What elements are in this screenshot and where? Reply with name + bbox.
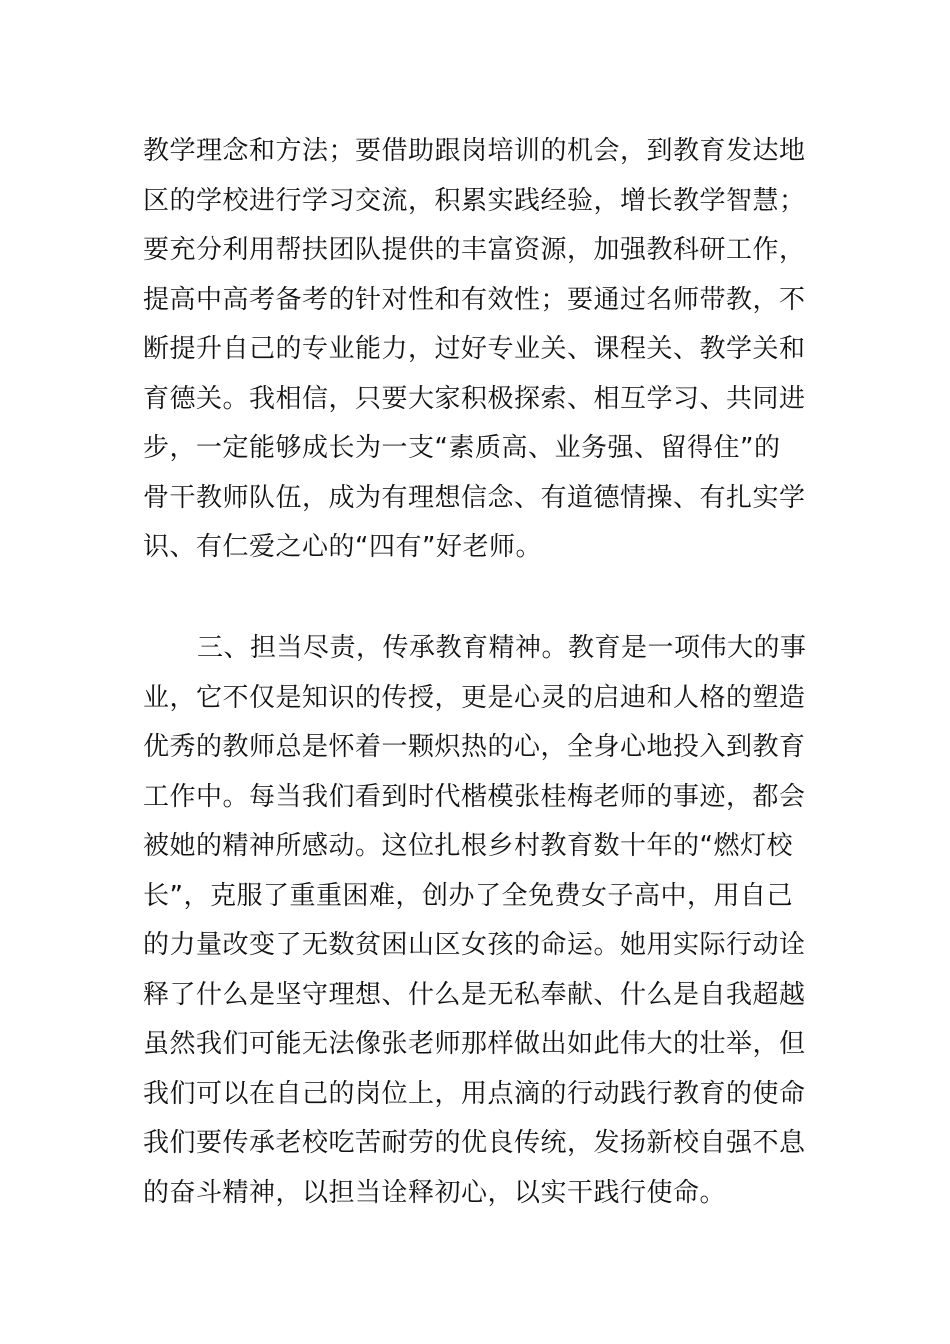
paragraph-line: 断提升自己的专业能力，过好专业关、课程关、教学关和 (143, 334, 806, 364)
paragraph-line: 识、有仁爱之心的“四有”好老师。 (143, 532, 542, 562)
paragraph-line: 我们要传承老校吃苦耐劳的优良传统，发扬新校自强不息 (143, 1128, 806, 1158)
paragraph-line: 的奋斗精神，以担当诠释初心，以实干践行使命。 (143, 1177, 727, 1208)
paragraph-2 (143, 624, 808, 1218)
paragraph-line: 的力量改变了无数贫困山区女孩的命运。她用实际行动诠 (143, 930, 806, 960)
paragraph-line: 区的学校进行学习交流，积累实践经验，增长教学智慧； (143, 185, 806, 216)
paragraph-line: 业，它不仅是知识的传授，更是心灵的启迪和人格的塑造 (143, 682, 806, 713)
paragraph-line: 提高中高考备考的针对性和有效性；要通过名师带教，不 (143, 284, 806, 315)
paragraph-line: 要充分利用帮扶团队提供的丰富资源，加强教科研工作， (143, 235, 806, 265)
paragraph-line: 虽然我们可能无法像张老师那样做出如此伟大的壮举，但 (143, 1029, 806, 1059)
paragraph-line: 三、担当尽责，传承教育精神。教育是一项伟大的事 (197, 633, 807, 663)
paragraph-line: 骨干教师队伍，成为有理想信念、有道德情操、有扎实学 (143, 482, 806, 513)
paragraph-1 (143, 127, 808, 573)
paragraph-line: 被她的精神所感动。这位扎根乡村教育数十年的“燃灯校 (143, 831, 793, 861)
paragraph-line: 优秀的教师总是怀着一颗炽热的心，全身心地投入到教育 (143, 732, 806, 762)
paragraph-line: 工作中。每当我们看到时代楷模张桂梅老师的事迹，都会 (143, 781, 806, 812)
paragraph-line: 教学理念和方法；要借助跟岗培训的机会，到教育发达地 (143, 136, 806, 166)
paragraph-line: 步，一定能够成长为一支“素质高、业务强、留得住”的 (143, 433, 781, 463)
paragraph-line: 长”，克服了重重困难，创办了全免费女子高中，用自己 (143, 880, 793, 911)
paragraph-line: 我们可以在自己的岗位上，用点滴的行动践行教育的使命 (143, 1078, 806, 1109)
paragraph-line: 释了什么是坚守理想、什么是无私奉献、什么是自我超越 (143, 979, 806, 1010)
paragraph-line: 育德关。我相信，只要大家积极探索、相互学习、共同进 (143, 383, 806, 414)
